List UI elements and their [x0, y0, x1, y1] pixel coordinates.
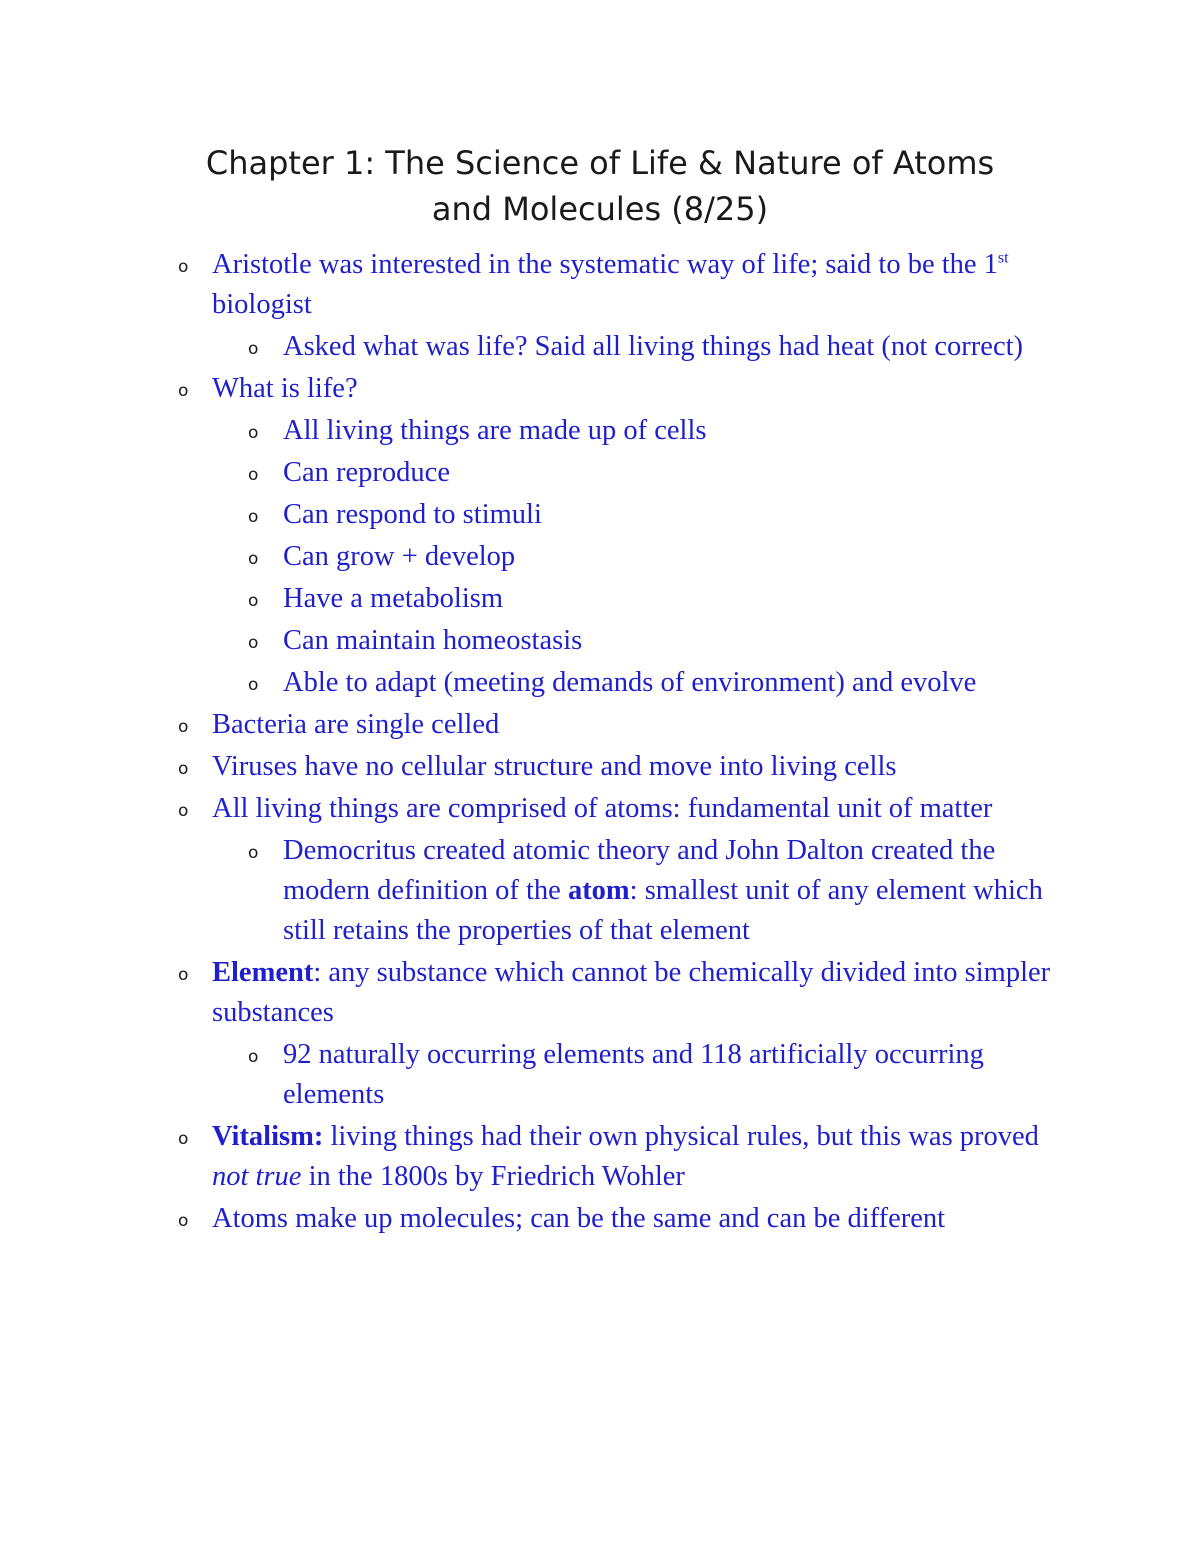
italic-text: not true: [212, 1161, 302, 1192]
title-line-2: and Molecules (8/25): [431, 190, 769, 228]
bullet-marker: o: [178, 257, 189, 277]
list-item: [0, 789, 1200, 829]
item-text: : any substance which cannot be chemically divided into simpler substances: [212, 957, 1051, 1028]
list-item: [0, 579, 1200, 619]
item-text: All living things are comprised of atoms: fundamental unit of matter: [212, 793, 993, 824]
list-item: [0, 747, 1200, 787]
item-text: in the 1800s by Friedrich Wohler: [301, 1161, 685, 1192]
bullet-marker: o: [248, 465, 259, 485]
list-item: [0, 705, 1200, 745]
item-text: Atoms make up molecules; can be the same and can be different: [212, 1203, 946, 1234]
item-text: 92 naturally occurring elements and 118 artificially occurring elements: [283, 1039, 984, 1110]
bullet-marker: o: [248, 423, 259, 443]
list-item: [0, 831, 1200, 951]
list-item: [0, 621, 1200, 661]
item-text: Can maintain homeostasis: [283, 625, 583, 656]
bullet-marker: o: [248, 843, 259, 863]
bullet-marker: o: [178, 381, 189, 401]
notes-list: [0, 245, 1200, 1241]
list-item: [0, 411, 1200, 451]
bullet-marker: o: [178, 1129, 189, 1149]
bullet-marker: o: [248, 591, 259, 611]
item-text: Bacteria are single celled: [212, 709, 500, 740]
item-text: Viruses have no cellular structure and move into living cells: [212, 751, 897, 782]
bullet-marker: o: [178, 965, 189, 985]
item-text: What is life?: [212, 373, 358, 404]
bullet-marker: o: [248, 633, 259, 653]
bullet-marker: o: [178, 801, 189, 821]
bold-term: atom: [567, 875, 630, 906]
bullet-marker: o: [178, 759, 189, 779]
item-text: biologist: [212, 289, 312, 320]
list-item: [0, 1035, 1200, 1115]
item-text: All living things are made up of cells: [283, 415, 707, 446]
bold-term: Vitalism:: [212, 1121, 324, 1152]
list-item: [0, 1199, 1200, 1239]
item-text: Aristotle was interested in the systematic way of life; said to be the 1: [212, 249, 998, 280]
item-text: Asked what was life? Said all living things had heat (not correct): [283, 331, 1023, 362]
list-item: [0, 663, 1200, 703]
list-item: [0, 245, 1200, 325]
superscript: st: [997, 249, 1009, 267]
list-item: [0, 327, 1200, 367]
item-text: Can grow + develop: [283, 541, 516, 572]
list-item: [0, 453, 1200, 493]
bullet-marker: o: [178, 1211, 189, 1231]
item-text: : smallest unit of any element which still retains the properties of that element: [283, 875, 1043, 946]
bullet-marker: o: [248, 339, 259, 359]
list-item: [0, 537, 1200, 577]
item-text: Democritus created atomic theory and John Dalton created the modern definition of the: [283, 835, 996, 906]
bullet-marker: o: [248, 549, 259, 569]
title-line-1: Chapter 1: The Science of Life & Nature of Atoms: [205, 144, 995, 182]
item-text: Can respond to stimuli: [283, 499, 542, 530]
bullet-marker: o: [248, 507, 259, 527]
list-item: [0, 495, 1200, 535]
list-item: [0, 369, 1200, 409]
item-text: living things had their own physical rules, but this was proved: [323, 1121, 1039, 1152]
bullet-marker: o: [248, 675, 259, 695]
item-text: Able to adapt (meeting demands of environment) and evolve: [283, 667, 977, 698]
item-text: Can reproduce: [283, 457, 450, 488]
list-item: [0, 953, 1200, 1033]
bold-term: Element: [212, 957, 314, 988]
list-item: [0, 1117, 1200, 1197]
item-text: Have a metabolism: [283, 583, 504, 614]
bullet-marker: o: [178, 717, 189, 737]
bullet-marker: o: [248, 1047, 259, 1067]
page-title: [100, 140, 1100, 232]
